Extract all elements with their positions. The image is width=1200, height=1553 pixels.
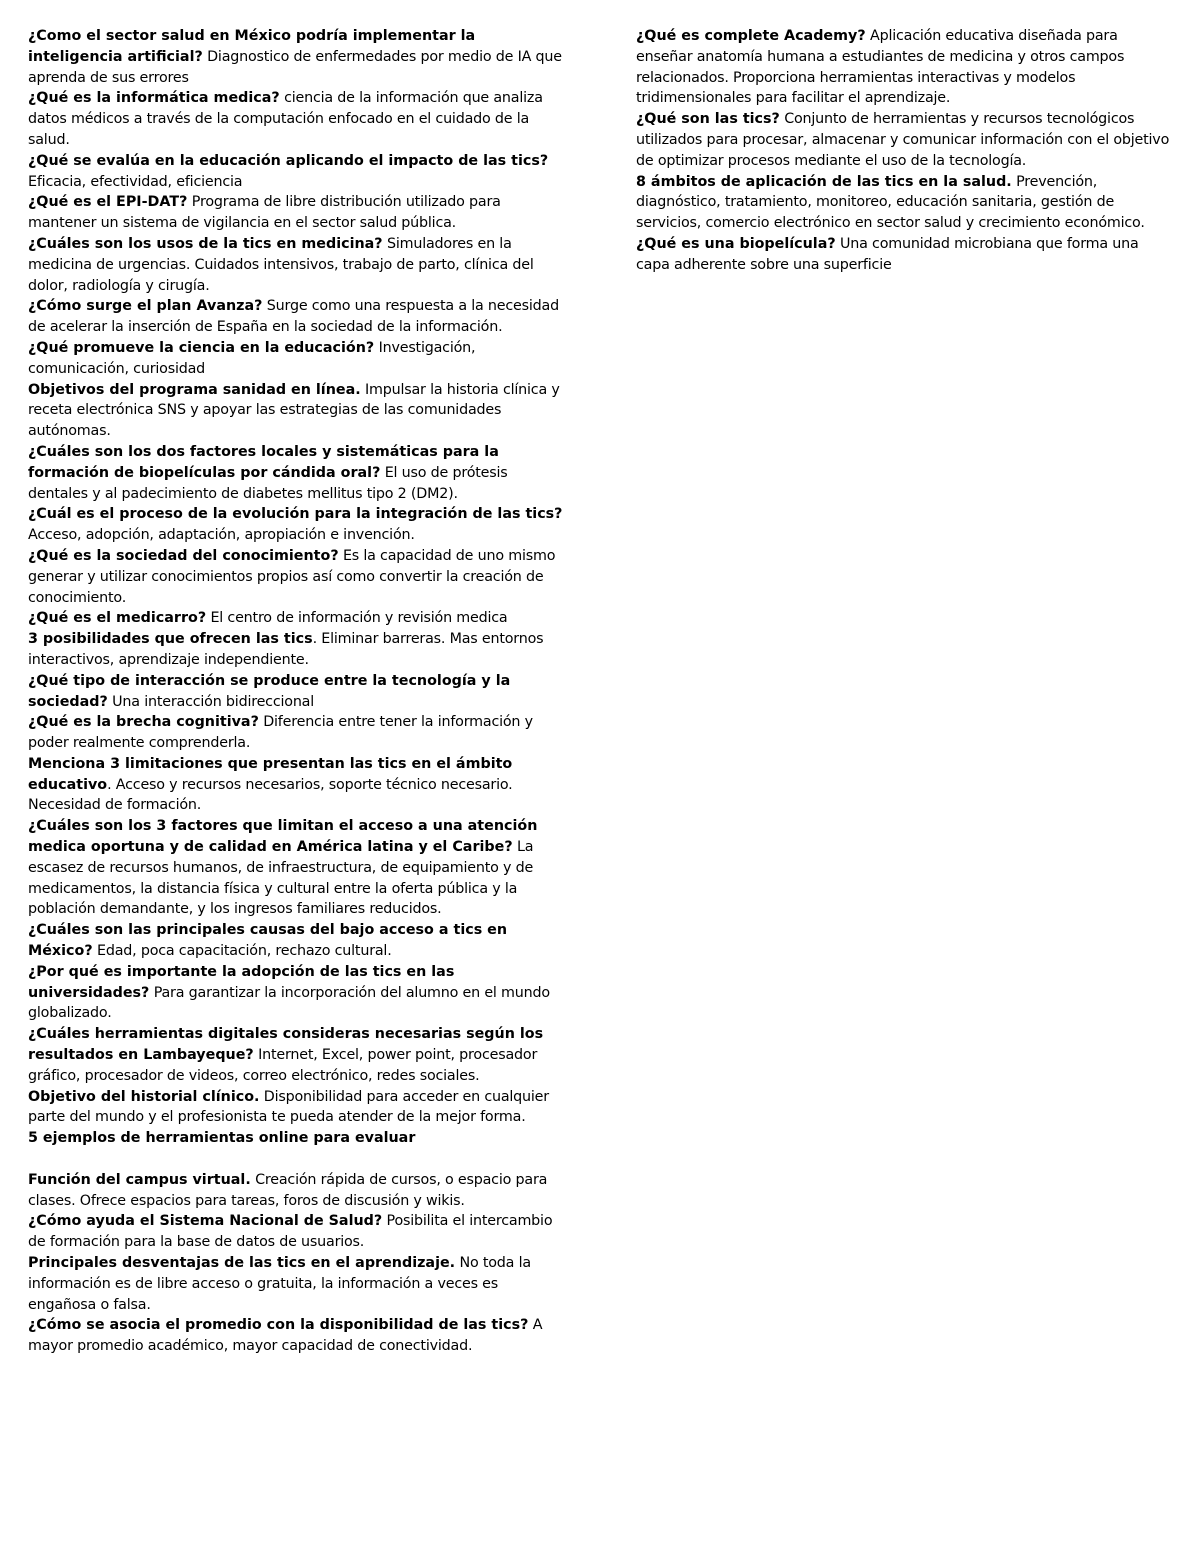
answer-text: Prevención, diagnóstico, tratamiento, monitoreo, educación sanitaria, gestión de servicios, comercio electrónico en sector salud y crecimiento económico. bbox=[636, 173, 1145, 232]
qa-entry bbox=[28, 296, 568, 338]
qa-entry bbox=[28, 1024, 568, 1086]
answer-text: Eficacia, efectividad, eficiencia bbox=[28, 173, 243, 190]
question-text: ¿Cuáles herramientas digitales consideras necesarias según los resultados en Lambayeque? bbox=[28, 1026, 544, 1064]
answer-text: Para garantizar la incorporación del alumno en el mundo globalizado. bbox=[28, 984, 550, 1022]
question-text: ¿Cómo ayuda el Sistema Nacional de Salud? bbox=[28, 1213, 383, 1230]
qa-entry bbox=[28, 1211, 568, 1253]
question-text: ¿Qué es el EPI-DAT? bbox=[28, 194, 188, 211]
qa-entry bbox=[28, 380, 568, 442]
qa-entry bbox=[28, 338, 568, 380]
qa-entry bbox=[636, 109, 1176, 171]
qa-entry bbox=[28, 192, 568, 234]
answer-text: Investigación, comunicación, curiosidad bbox=[28, 339, 476, 377]
answer-text: Acceso, adopción, adaptación, apropiación e invención. bbox=[28, 527, 415, 544]
question-text: ¿Cuáles son los usos de la tics en medicina? bbox=[28, 235, 383, 252]
qa-entry bbox=[28, 754, 568, 816]
right-column bbox=[636, 26, 1176, 276]
question-text: ¿Qué es el medicarro? bbox=[28, 610, 207, 627]
qa-entry bbox=[28, 920, 568, 962]
question-text: ¿Qué promueve la ciencia en la educación? bbox=[28, 339, 375, 356]
qa-entry bbox=[636, 26, 1176, 109]
question-text: Objetivo del historial clínico. bbox=[28, 1088, 260, 1105]
question-text: ¿Qué es la sociedad del conocimiento? bbox=[28, 547, 339, 564]
question-text: ¿Cuál es el proceso de la evolución para la integración de las tics? bbox=[28, 506, 563, 523]
question-text: 5 ejemplos de herramientas online para evaluar bbox=[28, 1130, 416, 1147]
answer-text: El uso de prótesis dentales y al padecimiento de diabetes mellitus tipo 2 (DM2). bbox=[28, 464, 508, 502]
qa-entry bbox=[28, 712, 568, 754]
qa-entry bbox=[28, 234, 568, 296]
question-text: Función del campus virtual. bbox=[28, 1171, 251, 1188]
qa-entry bbox=[28, 88, 568, 150]
question-text: ¿Qué son las tics? bbox=[636, 111, 780, 128]
answer-text: Edad, poca capacitación, rechazo cultural. bbox=[92, 943, 392, 960]
qa-entry bbox=[28, 442, 568, 504]
answer-text: No toda la información es de libre acceso o gratuita, la información a veces es engañosa o falsa. bbox=[28, 1255, 531, 1313]
qa-entry bbox=[28, 151, 568, 193]
answer-text: A mayor promedio académico, mayor capacidad de conectividad. bbox=[28, 1317, 543, 1355]
answer-text: Surge como una respuesta a la necesidad de acelerar la inserción de España en la sociedad de la información. bbox=[28, 298, 559, 336]
question-text: 3 posibilidades que ofrecen las tics bbox=[28, 631, 313, 648]
qa-entry bbox=[636, 172, 1176, 234]
answer-text: Posibilita el intercambio de formación para la base de datos de usuarios. bbox=[28, 1213, 553, 1251]
answer-text: Una comunidad microbiana que forma una capa adherente sobre una superficie bbox=[636, 235, 1139, 273]
answer-text: Diagnostico de enfermedades por medio de IA que aprenda de sus errores bbox=[28, 48, 562, 86]
question-text: ¿Cuáles son los dos factores locales y sistemáticas para la formación de biopelículas por cándida oral? bbox=[28, 443, 499, 481]
question-text: Principales desventajas de las tics en el aprendizaje. bbox=[28, 1255, 456, 1272]
answer-text: Creación rápida de cursos, o espacio para clases. Ofrece espacios para tareas, foros de discusión y wikis. bbox=[28, 1171, 548, 1209]
question-text: Objetivos del programa sanidad en línea. bbox=[28, 381, 361, 398]
qa-entry bbox=[28, 546, 568, 608]
answer-text: Aplicación educativa diseñada para enseñar anatomía humana a estudiantes de medicina y otros campos relacionados. Proporciona herramientas interactivas y modelos tridimensionales para facilitar el aprendizaje. bbox=[636, 28, 1125, 107]
question-text: ¿Qué es una biopelícula? bbox=[636, 235, 836, 252]
qa-entry bbox=[28, 1170, 568, 1212]
question-text: ¿Qué es la brecha cognitiva? bbox=[28, 714, 259, 731]
question-text: ¿Qué es la informática medica? bbox=[28, 90, 280, 107]
answer-text: Internet, Excel, power point, procesador gráfico, procesador de videos, correo electrónico, redes sociales. bbox=[28, 1047, 538, 1084]
question-text: ¿Qué tipo de interacción se produce entre la tecnología y la sociedad? bbox=[28, 672, 511, 710]
answer-text: Diferencia entre tener la información y poder realmente comprenderla. bbox=[28, 714, 533, 752]
answer-text: La escasez de recursos humanos, de infraestructura, de equipamiento y de medicamentos, la distancia física y cultural entre la oferta pública y la población demandante, y los ingresos familiares reducidos. bbox=[28, 839, 534, 918]
question-text: ¿Cómo surge el plan Avanza? bbox=[28, 298, 263, 315]
question-text: ¿Como el sector salud en México podría implementar la inteligencia artificial? bbox=[28, 28, 476, 65]
answer-text: Disponibilidad para acceder en cualquier parte del mundo y el profesionista te pueda atender de la mejor forma. bbox=[28, 1088, 549, 1126]
answer-text: ciencia de la información que analiza datos médicos a través de la computación enfocado en el cuidado de la salud. bbox=[28, 90, 543, 148]
question-text: ¿Cuáles son las principales causas del bajo acceso a tics en México? bbox=[28, 922, 508, 960]
question-text: Menciona 3 limitaciones que presentan las tics en el ámbito educativo bbox=[28, 755, 513, 793]
qa-entry bbox=[28, 1315, 568, 1357]
qa-entry bbox=[28, 671, 568, 713]
answer-text: El centro de información y revisión medica bbox=[206, 610, 508, 627]
qa-entry bbox=[28, 1128, 568, 1149]
qa-entry bbox=[636, 234, 1176, 276]
answer-text: Es la capacidad de uno mismo generar y utilizar conocimientos propios así como convertir la creación de conocimiento. bbox=[28, 547, 556, 606]
question-text: ¿Qué se evalúa en la educación aplicando el impacto de las tics? bbox=[28, 152, 549, 169]
qa-entry bbox=[28, 26, 568, 88]
left-column bbox=[28, 26, 568, 1357]
question-text: ¿Cuáles son los 3 factores que limitan el acceso a una atención medica oportuna y de calidad en América latina y el Caribe? bbox=[28, 818, 538, 856]
qa-entry bbox=[28, 504, 568, 546]
qa-entry bbox=[28, 1253, 568, 1315]
answer-text: Impulsar la historia clínica y receta electrónica SNS y apoyar las estrategias de las comunidades autónomas. bbox=[28, 381, 560, 440]
qa-entry bbox=[28, 1087, 568, 1129]
qa-entry bbox=[28, 816, 568, 920]
question-text: 8 ámbitos de aplicación de las tics en la salud. bbox=[636, 173, 1012, 190]
qa-entry bbox=[28, 962, 568, 1024]
answer-text: . Acceso y recursos necesarios, soporte técnico necesario. Necesidad de formación. bbox=[28, 776, 513, 814]
answer-text: Programa de libre distribución utilizado para mantener un sistema de vigilancia en el sector salud pública. bbox=[28, 194, 501, 232]
answer-text: Una interacción bidireccional bbox=[107, 693, 315, 710]
qa-entry bbox=[28, 608, 568, 629]
question-text: ¿Por qué es importante la adopción de las tics en las universidades? bbox=[28, 963, 455, 1001]
answer-text: Simuladores en la medicina de urgencias. Cuidados intensivos, trabajo de parto, clínica del dolor, radiología y cirugía. bbox=[28, 235, 534, 294]
answer-text: . Eliminar barreras. Mas entornos interactivos, aprendizaje independiente. bbox=[28, 631, 544, 668]
qa-entry bbox=[28, 629, 568, 671]
question-text: ¿Cómo se asocia el promedio con la disponibilidad de las tics? bbox=[28, 1317, 529, 1334]
answer-text: Conjunto de herramientas y recursos tecnológicos utilizados para procesar, almacenar y comunicar información con el objetivo de optimizar procesos mediante el uso de la tecnología. bbox=[636, 111, 1170, 169]
blank-line bbox=[28, 1149, 568, 1170]
question-text: ¿Qué es complete Academy? bbox=[636, 28, 866, 44]
